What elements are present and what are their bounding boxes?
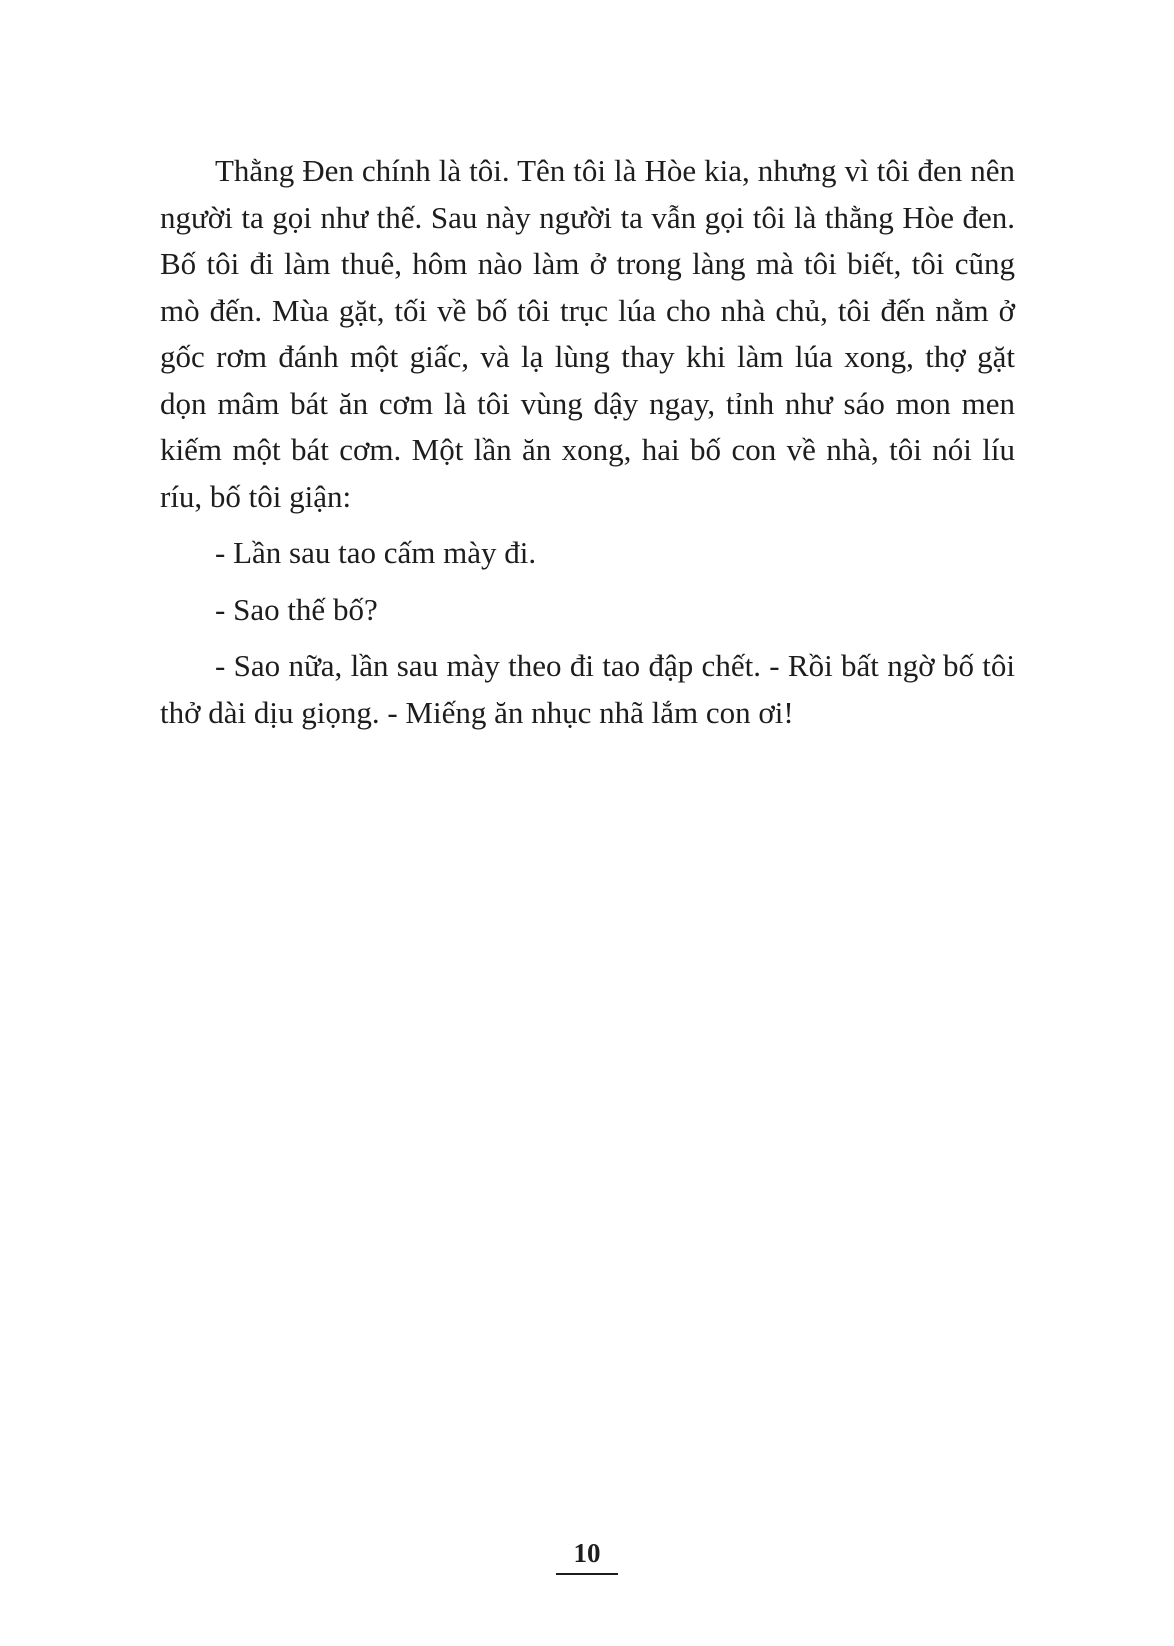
page-number: 10 xyxy=(573,1538,601,1568)
body-text xyxy=(160,148,1015,746)
page-number-underline xyxy=(556,1573,618,1575)
dialogue-line: - Lần sau tao cấm mày đi. xyxy=(215,535,537,570)
dialogue-line: - Sao thế bố? xyxy=(215,591,378,627)
dialogue-line: - Sao nữa, lần sau mày theo đi tao đập chết. - Rồi bất ngờ bố tôi thở dài dịu giọng. - Miếng ăn nhục nhã lắm con ơi! xyxy=(160,648,1015,730)
narrative-paragraph: Thằng Đen chính là tôi. Tên tôi là Hòe kia, nhưng vì tôi đen nên người ta gọi như thế. Sau này người ta vẫn gọi tôi là thằng Hòe đen. Bố tôi đi làm thuê, hôm nào làm ở trong làng mà tôi biết, tôi cũng mò đến. Mùa gặt, tối về bố tôi trục lúa cho nhà chủ, tôi đến nằm ở gốc rơm đánh một giấc, và lạ lùng thay khi làm lúa xong, thợ gặt dọn mâm bát ăn cơm là tôi vùng dậy ngay, tỉnh như sáo mon men kiếm một bát cơm. Một lần ăn xong, hai bố con về nhà, tôi nói líu ríu, bố tôi giận: xyxy=(160,153,1015,514)
page-footer xyxy=(556,1536,618,1575)
